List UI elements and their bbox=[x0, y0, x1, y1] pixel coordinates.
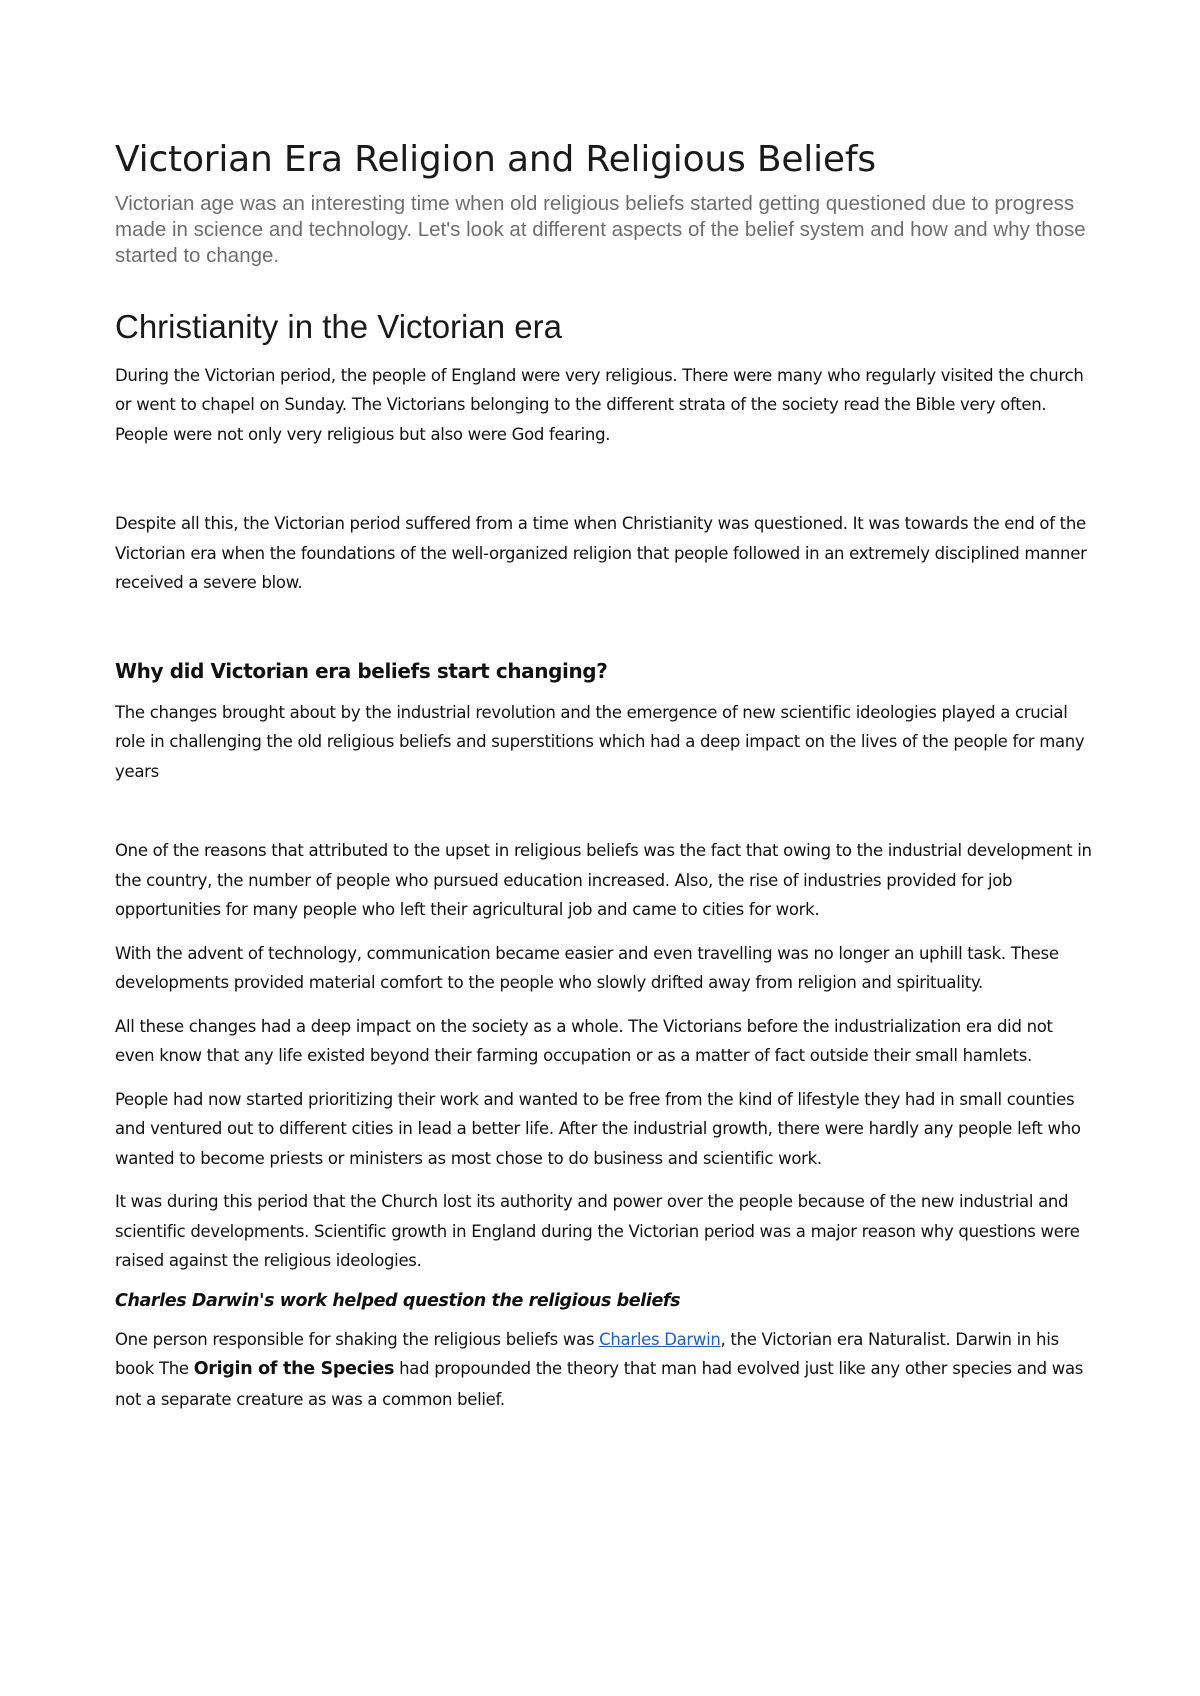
section-heading-christianity: Christianity in the Victorian era bbox=[115, 308, 562, 346]
paragraph: People had now started prioritizing their work and wanted to be free from the kind of lifestyle they had in small counties and ventured out to different cities in lead a better life. After the industrial growth, there were hardly any people left who wanted to become priests or ministers as most chose to do business and scientific work. bbox=[115, 1089, 1081, 1168]
document-page bbox=[115, 138, 1095, 1428]
paragraph: Despite all this, the Victorian period suffered from a time when Christianity was questioned. It was towards the end of the Victorian era when the foundations of the well-organized religion that people followed in an extremely disciplined manner received a severe blow. bbox=[115, 514, 1087, 593]
section-heading-darwin: Charles Darwin's work helped question the religious beliefs bbox=[115, 1290, 681, 1311]
section-heading-beliefs-changing: Why did Victorian era beliefs start changing? bbox=[115, 658, 608, 683]
paragraph: With the advent of technology, communication became easier and even travelling was no longer an uphill task. These developments provided material comfort to the people who slowly drifted away from religion and spirituality. bbox=[115, 943, 1059, 993]
text-run: , the Victorian era Naturalist. Darwin in his book The bbox=[115, 1329, 1059, 1379]
empty-line bbox=[115, 612, 1095, 658]
text-run: had propounded the theory that man had evolved just like any other species and was not a separate creature as was a common belief. bbox=[115, 1359, 1084, 1409]
paragraph: All these changes had a deep impact on the society as a whole. The Victorians before the industrialization era did not even know that any life existed beyond their farming occupation or as a matter of fact outside their small hamlets. bbox=[115, 1016, 1053, 1066]
book-title-bold: Origin of the Species bbox=[193, 1359, 395, 1380]
paragraph: The changes brought about by the industrial revolution and the emergence of new scientific ideologies played a crucial role in challenging the old religious beliefs and superstitions which had a deep impact on the lives of the people for many years bbox=[115, 702, 1085, 781]
document-title: Victorian Era Religion and Religious Beliefs bbox=[115, 139, 876, 180]
paragraph-darwin bbox=[115, 1325, 1095, 1415]
document-subtitle: Victorian age was an interesting time when old religious beliefs started getting questioned due to progress made in science and technology. Let's look at different aspects of the belief system and how and why those started to change. bbox=[115, 192, 1086, 268]
paragraph: It was during this period that the Church lost its authority and power over the people because of the new industrial and scientific developments. Scientific growth in England during the Victorian period was a major reason why questions were raised against the religious ideologies. bbox=[115, 1192, 1080, 1271]
charles-darwin-link[interactable]: Charles Darwin bbox=[599, 1329, 721, 1349]
paragraph: One of the reasons that attributed to the upset in religious beliefs was the fact that owing to the industrial development in the country, the number of people who pursued education increased. Also, the rise of industries provided for job opportunities for many people who left their agricultural job and came to cities for work. bbox=[115, 841, 1092, 920]
paragraph: During the Victorian period, the people of England were very religious. There were many who regularly visited the church or went to chapel on Sunday. The Victorians belonging to the different strata of the society read the Bible very often. People were not only very religious but also were God fearing. bbox=[115, 365, 1084, 444]
text-run: One person responsible for shaking the religious beliefs was bbox=[115, 1329, 600, 1349]
empty-line bbox=[115, 800, 1095, 836]
empty-line bbox=[115, 463, 1095, 509]
